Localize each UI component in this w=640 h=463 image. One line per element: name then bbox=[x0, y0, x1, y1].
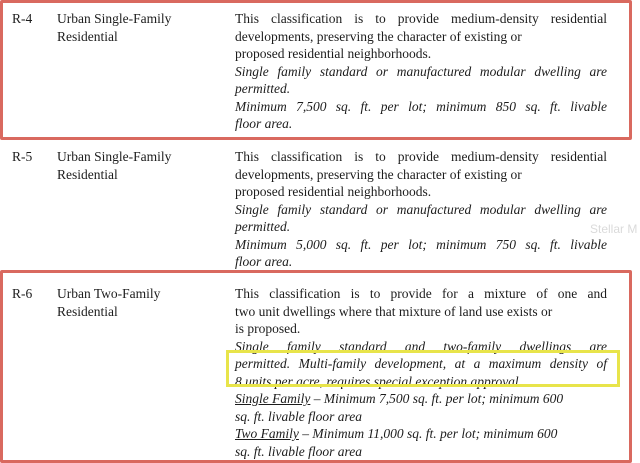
desc-line: Single family standard and two-family dwellings are bbox=[235, 338, 607, 354]
watermark-text: Stellar M bbox=[590, 222, 638, 236]
zone-row-r5 bbox=[0, 140, 640, 270]
zone-name-line: Urban Single-Family bbox=[57, 149, 172, 164]
zone-code: R-5 bbox=[12, 149, 33, 164]
desc-line: permitted. bbox=[235, 81, 291, 96]
two-family-label: Two Family bbox=[235, 426, 299, 441]
highlight-box-multifamily bbox=[226, 350, 620, 387]
desc-line: developments, preserving the character of existing or bbox=[235, 166, 522, 182]
desc-line: developments, preserving the character of existing or bbox=[235, 28, 522, 44]
zone-name-line: Urban Single-Family bbox=[57, 11, 172, 26]
desc-line: sq. ft. livable floor area bbox=[235, 443, 362, 459]
zone-name-line: Urban Two-Family bbox=[57, 286, 161, 301]
desc-line: proposed residential neighborhoods. bbox=[235, 46, 432, 61]
zone-name-line: Residential bbox=[57, 303, 118, 319]
desc-line: Single family standard or manufactured modular dwelling are bbox=[235, 63, 607, 79]
desc-line: Single family standard or manufactured modular dwelling are bbox=[235, 201, 607, 217]
single-family-label: Single Family bbox=[235, 391, 311, 406]
single-family-text: – Minimum 7,500 sq. ft. per lot; minimum 600 bbox=[310, 391, 564, 406]
desc-line: 8 units per acre, requires special exception approval. bbox=[235, 373, 523, 389]
two-family-text: – Minimum 11,000 sq. ft. per lot; minimum 600 bbox=[298, 426, 558, 441]
desc-line: proposed residential neighborhoods. bbox=[235, 184, 432, 199]
desc-line: permitted. Multi-family development, at a maximum density of bbox=[235, 356, 607, 371]
highlight-box-r4 bbox=[0, 0, 632, 140]
desc-line: two unit dwellings where that mixture of land use exists or bbox=[235, 303, 553, 319]
desc-line: This classification is to provide medium-density residential bbox=[235, 149, 607, 164]
desc-line: floor area. bbox=[235, 254, 293, 269]
desc-line: Minimum 5,000 sq. ft. per lot; minimum 750 sq. ft. livable bbox=[235, 236, 607, 252]
zone-description bbox=[235, 148, 607, 271]
zone-name-line: Residential bbox=[57, 166, 118, 182]
desc-line: Minimum 7,500 sq. ft. per lot; minimum 850 sq. ft. livable bbox=[235, 98, 607, 114]
desc-line: floor area. bbox=[235, 116, 293, 131]
zone-code: R-4 bbox=[12, 11, 33, 26]
zone-name bbox=[57, 148, 227, 183]
desc-line: permitted. bbox=[235, 219, 291, 234]
desc-line: This classification is to provide medium-density residential bbox=[235, 11, 607, 26]
desc-line: is proposed. bbox=[235, 321, 301, 336]
zone-code: R-6 bbox=[12, 286, 33, 301]
zone-name-line: Residential bbox=[57, 28, 118, 44]
desc-line: sq. ft. livable floor area bbox=[235, 408, 362, 424]
desc-line: This classification is to provide for a mixture of one and bbox=[235, 286, 607, 301]
